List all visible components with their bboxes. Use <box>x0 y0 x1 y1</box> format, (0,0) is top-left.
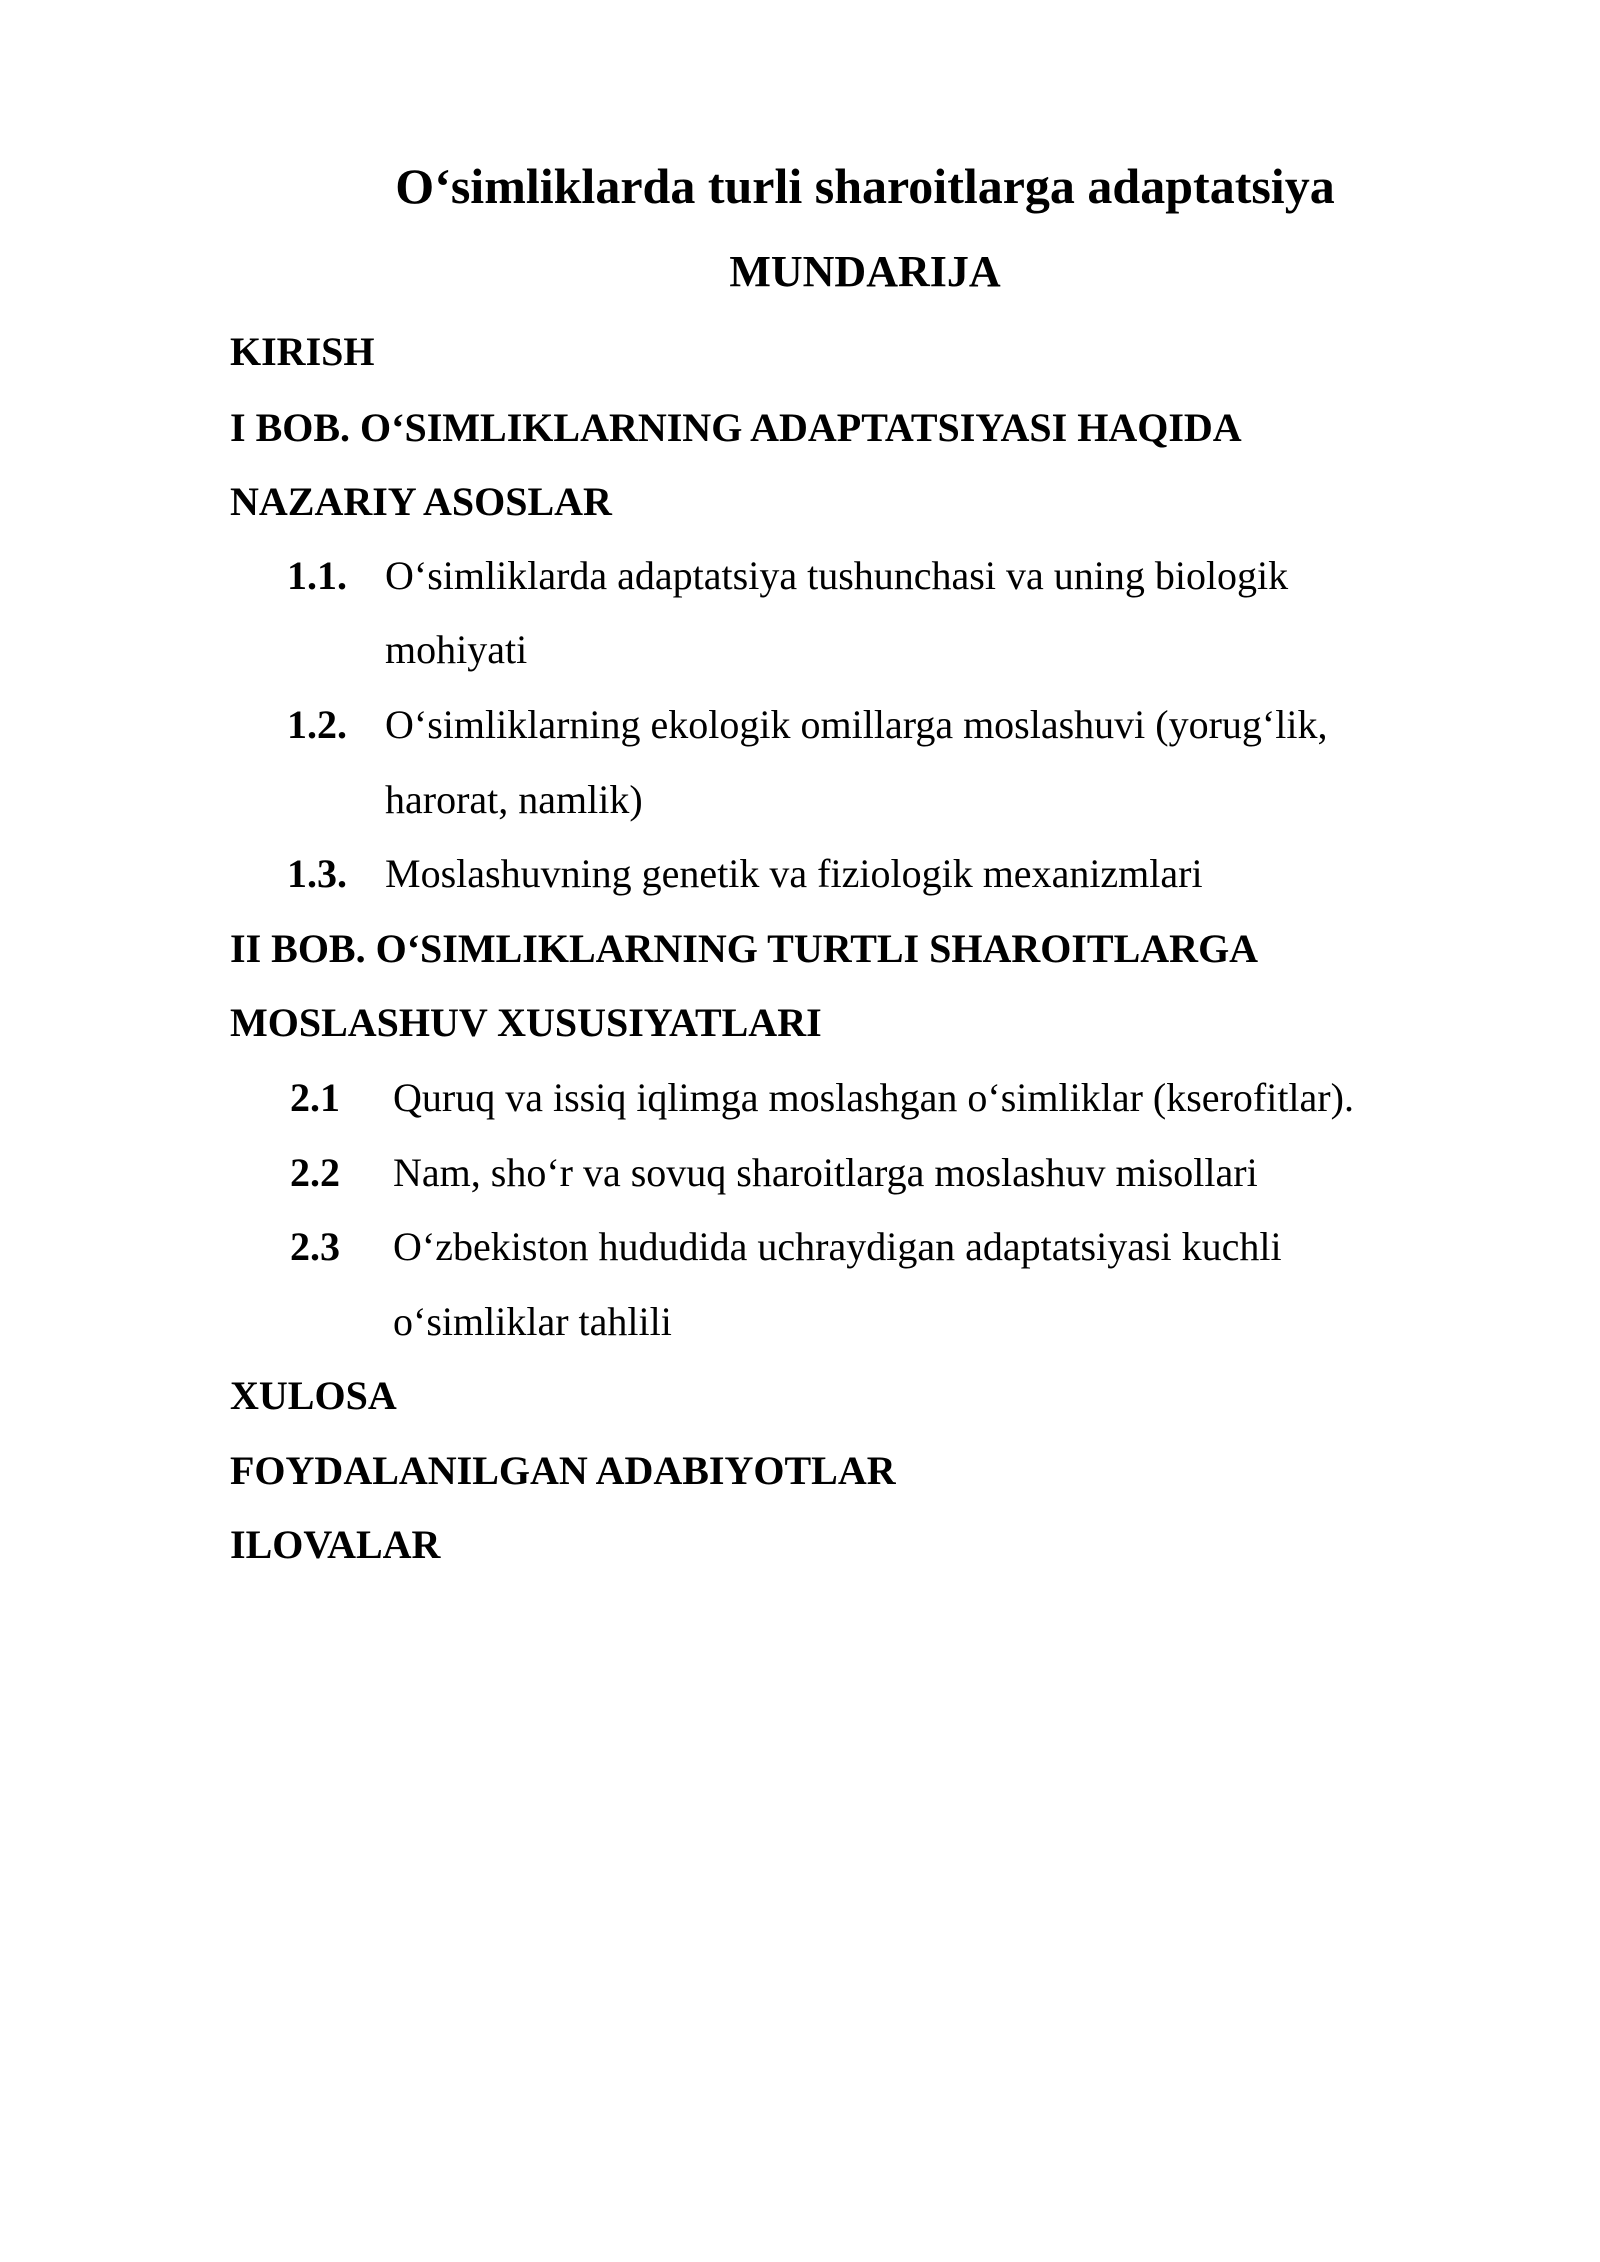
toc-item-text: Moslashuvning genetik va fiziologik mexanizmlari <box>385 851 1203 896</box>
toc-item-text: O‘simliklarda adaptatsiya tushunchasi va uning biologik <box>385 553 1289 598</box>
toc-chapter1-title-line1: I BOB. O‘SIMLIKLARNING ADAPTATSIYASI HAQIDA <box>230 405 1242 450</box>
toc-item-number: 1.1. <box>287 553 347 598</box>
toc-item-text: Nam, sho‘r va sovuq sharoitlarga moslashuv misollari <box>393 1150 1258 1195</box>
toc-item-text: Quruq va issiq iqlimga moslashgan o‘simliklar (kserofitlar). <box>393 1075 1354 1120</box>
toc-item-text-continued: mohiyati <box>385 627 528 672</box>
toc-item-number: 2.3 <box>290 1224 340 1269</box>
toc-chapter2-title-line1: II BOB. O‘SIMLIKLARNING TURTLI SHAROITLARGA <box>230 926 1259 971</box>
toc-chapter1-title-line2: NAZARIY ASOSLAR <box>230 479 612 524</box>
toc-item-text: O‘simliklarning ekologik omillarga moslashuvi (yorug‘lik, <box>385 702 1328 747</box>
toc-conclusion: XULOSA <box>230 1373 397 1418</box>
toc-item-number: 1.2. <box>287 702 347 747</box>
toc-item-number: 2.1 <box>290 1075 340 1120</box>
document-title: O‘simliklarda turli sharoitlarga adaptatsiya <box>395 158 1335 214</box>
toc-appendices: ILOVALAR <box>230 1522 441 1567</box>
toc-chapter2-title-line2: MOSLASHUV XUSUSIYATLARI <box>230 1000 822 1045</box>
toc-heading: MUNDARIJA <box>729 247 1001 296</box>
toc-item-number: 2.2 <box>290 1150 340 1195</box>
toc-item-text-continued: o‘simliklar tahlili <box>393 1299 672 1344</box>
toc-intro: KIRISH <box>230 329 375 374</box>
toc-references: FOYDALANILGAN ADABIYOTLAR <box>230 1448 896 1493</box>
toc-item-text: O‘zbekiston hududida uchraydigan adaptatsiyasi kuchli <box>393 1224 1282 1269</box>
toc-item-number: 1.3. <box>287 851 347 896</box>
toc-item-text-continued: harorat, namlik) <box>385 777 643 822</box>
